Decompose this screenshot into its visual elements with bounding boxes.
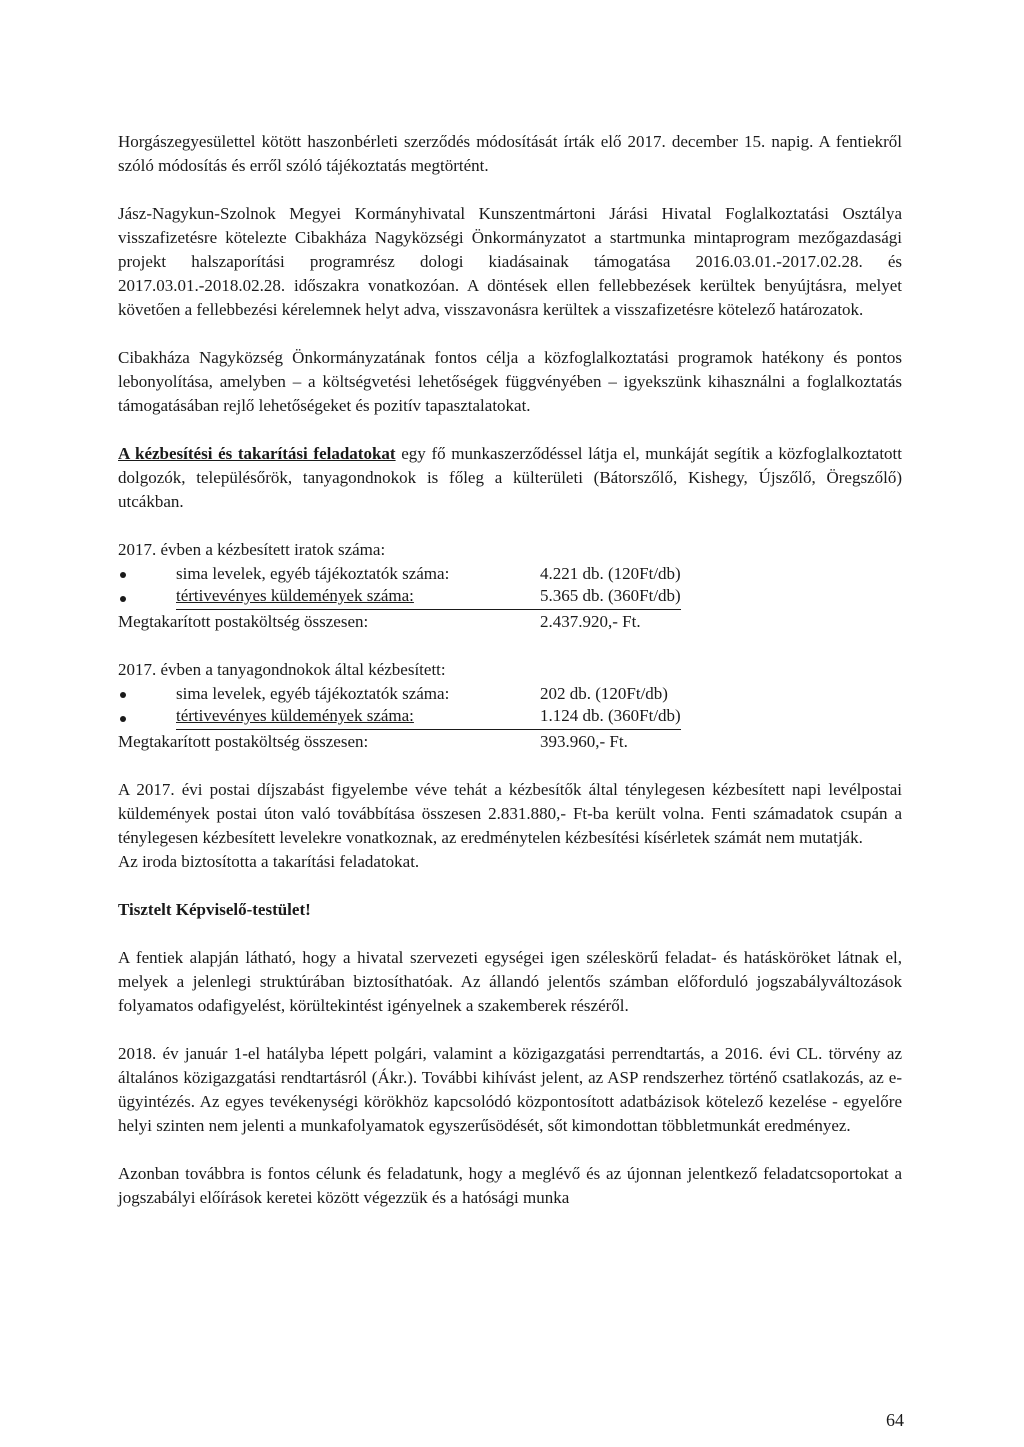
paragraph-tasks-summary: A fentiek alapján látható, hogy a hivatal szervezeti egységei igen széleskörű feladat- és hatásköröket látnak el, melyek a jelenlegi struktúrában biztosíthatóak. Az állandó jelentős számban előforduló jogszabályváltozások folyamatos odafigyelést, körültekintést igényelnek a szakemberek részéről.: [118, 948, 902, 1015]
bullet-icon: [118, 586, 176, 610]
caretaker-delivery-list: [118, 658, 902, 754]
total-value: 393.960,- Ft.: [540, 732, 628, 751]
item-label: sima levelek, egyéb tájékoztatók száma:: [176, 684, 450, 703]
page-content: [118, 130, 902, 1210]
delivery-tasks-text: egy fő munkaszerződéssel látja el, munkáját segítik a közfoglalkoztatott dolgozók, településőrök, tanyagondnokok is főleg a külterületi (Bátorszőlő, Kishegy, Újszőlő, Öregszőlő) utcákban.: [118, 444, 902, 511]
paragraph-fishing-contract: Horgászegyesülettel kötött haszonbérleti szerződés módosítását írták elő 2017. december 15. napig. A fentiekről szóló módosítás és erről szóló tájékoztatás megtörtént.: [118, 132, 902, 175]
list-item: [118, 706, 902, 730]
list-title: 2017. évben a kézbesített iratok száma:: [118, 540, 386, 559]
delivered-documents-list: [118, 538, 902, 634]
item-value: 1.124 db. (360Ft/db): [540, 706, 681, 725]
list-item: [118, 562, 902, 586]
total-value: 2.437.920,- Ft.: [540, 612, 641, 631]
item-label: tértivevényes küldemények száma:: [176, 586, 414, 605]
paragraph-postal-tariff: A 2017. évi postai díjszabást figyelembe véve tehát a kézbesítők által ténylegesen kézbesített napi levélpostai küldemények postai úton való továbbítása összesen 2.831.880,- Ft-ba került volna. Fenti számadatok csupán a ténylegesen kézbesített levelekre vonatkoznak, az eredménytelen kézbesítési kísérletek számát nem mutatják.: [118, 780, 902, 847]
item-value: 5.365 db. (360Ft/db): [540, 586, 681, 605]
total-label: Megtakarított postaköltség összesen:: [118, 732, 369, 751]
paragraph-cleaning: Az iroda biztosította a takarítási feladatokat.: [118, 852, 420, 871]
item-value: 4.221 db. (120Ft/db): [540, 564, 681, 583]
list-total: [118, 730, 902, 754]
list-total: [118, 610, 902, 634]
bullet-icon: [118, 682, 176, 706]
list-item: [118, 682, 902, 706]
bullet-icon: [118, 562, 176, 586]
paragraph-public-employment: Cibakháza Nagyközség Önkormányzatának fontos célja a közfoglalkoztatási programok hatékony és pontos lebonyolítása, amelyben – a költségvetési lehetőségek függvényében – igyekszünk kihasználni a foglalkoztatás támogatásában rejlő lehetőségeket és pozitív tapasztalatokat.: [118, 348, 902, 415]
total-label: Megtakarított postaköltség összesen:: [118, 612, 369, 631]
bullet-icon: [118, 706, 176, 730]
page-number: 64: [886, 1410, 904, 1430]
paragraph-delivery-tasks: [118, 442, 902, 514]
paragraph-goals: Azonban továbbra is fontos célunk és feladatunk, hogy a meglévő és az újonnan jelentkező feladatcsoportokat a jogszabályi előírások keretei között végezzük és a hatósági munka: [118, 1164, 902, 1207]
delivery-tasks-lead: A kézbesítési és takarítási feladatokat: [118, 444, 396, 463]
item-label: sima levelek, egyéb tájékoztatók száma:: [176, 564, 450, 583]
paragraph-legal-changes: 2018. év január 1-el hatályba lépett polgári, valamint a közigazgatási perrendtartás, a 2016. évi CL. törvény az általános közigazgatási rendtartásról (Ákr.). További kihívást jelent, az ASP rendszerhez történő csatlakozás, az e-ügyintézés. Az egyes tevékenységi körökhöz kapcsolódó központosított adatbázisok kötelező kezelése - egyelőre helyi szinten nem jelenti a munkafolyamatok egyszerűsödését, sőt kimondottan többletmunkát eredményez.: [118, 1044, 902, 1135]
list-title: 2017. évben a tanyagondnokok által kézbesített:: [118, 660, 446, 679]
paragraph-government-office: Jász-Nagykun-Szolnok Megyei Kormányhivatal Kunszentmártoni Járási Hivatal Foglalkoztatási Osztálya visszafizetésre kötelezte Cibakháza Nagyközségi Önkormányzatot a startmunka mintaprogram mezőgazdasági projekt halszaporítási programrész dologi kiadásainak támogatása 2016.03.01.-2017.02.28. és 2017.03.01.-2018.02.28. időszakra vonatkozóan. A döntések ellen fellebbezések kerültek benyújtásra, melyet követően a fellebbezési kérelemnek helyt adva, visszavonásra kerültek a visszafizetésre kötelező határozatok.: [118, 204, 902, 319]
list-item: [118, 586, 902, 610]
item-value: 202 db. (120Ft/db): [540, 684, 668, 703]
address-heading: Tisztelt Képviselő-testület!: [118, 900, 311, 919]
item-label: tértivevényes küldemények száma:: [176, 706, 414, 725]
